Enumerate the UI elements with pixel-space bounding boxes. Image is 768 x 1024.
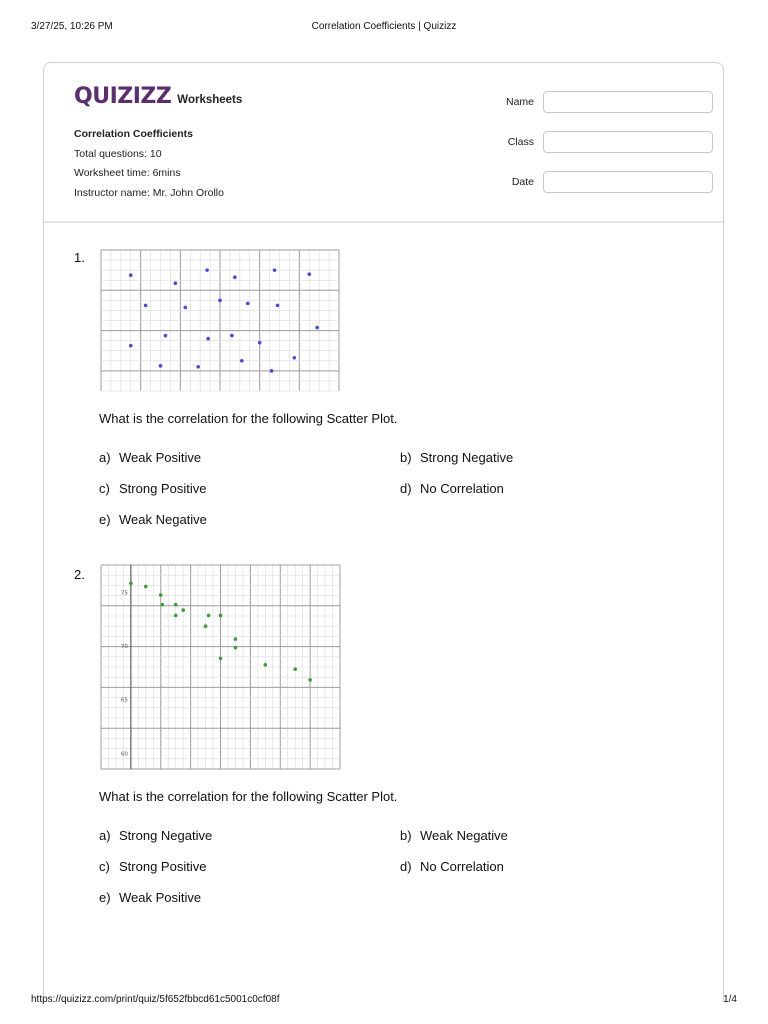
scatter-plot-1-svg xyxy=(99,248,341,393)
print-page-title: Correlation Coefficients | Quizizz xyxy=(311,21,457,32)
date-input[interactable] xyxy=(543,171,713,193)
y-tick-label: 70 xyxy=(120,644,128,651)
y-tick-label: 75 xyxy=(120,590,128,597)
option-d[interactable]: d) No Correlation xyxy=(400,859,504,874)
option-e[interactable]: e) Weak Positive xyxy=(99,890,202,905)
quizizz-logo xyxy=(74,84,242,109)
scatter-plot-1 xyxy=(99,248,341,393)
print-header xyxy=(0,0,768,40)
data-point xyxy=(144,585,148,589)
question-number: 2. xyxy=(74,567,85,582)
date-field xyxy=(464,171,714,195)
data-point xyxy=(174,603,178,607)
data-point xyxy=(293,356,297,360)
data-point xyxy=(230,334,234,338)
worksheet-card xyxy=(43,62,724,1002)
data-point xyxy=(160,603,164,607)
data-point xyxy=(293,667,297,671)
print-footer xyxy=(0,992,768,1012)
option-b[interactable]: b) Strong Negative xyxy=(400,450,514,465)
option-a[interactable]: a) Weak Positive xyxy=(99,450,202,465)
data-point xyxy=(174,614,178,618)
data-point xyxy=(206,337,210,341)
data-point xyxy=(233,275,237,279)
worksheet-header xyxy=(44,63,723,223)
data-point xyxy=(270,369,274,373)
worksheet-meta xyxy=(74,125,224,203)
data-point xyxy=(258,341,262,345)
data-point xyxy=(307,272,311,276)
data-point xyxy=(174,281,178,285)
option-c[interactable]: c) Strong Positive xyxy=(99,481,207,496)
option-e[interactable]: e) Weak Negative xyxy=(99,512,207,527)
data-point xyxy=(315,326,319,330)
data-point xyxy=(276,304,280,308)
data-point xyxy=(219,657,223,661)
print-datetime: 3/27/25, 10:26 PM xyxy=(31,21,113,32)
data-point xyxy=(240,359,244,363)
name-field xyxy=(464,91,714,115)
option-b[interactable]: b) Weak Negative xyxy=(400,828,508,843)
data-point xyxy=(219,614,223,618)
data-point xyxy=(129,344,133,348)
class-label: Class xyxy=(507,136,534,148)
option-a[interactable]: a) Strong Negative xyxy=(99,828,213,843)
data-point xyxy=(234,646,238,650)
date-label: Date xyxy=(511,176,534,188)
data-point xyxy=(129,581,133,585)
scatter-plot-2-svg xyxy=(99,563,342,771)
data-point xyxy=(234,637,238,641)
question-text: What is the correlation for the following Scatter Plot. xyxy=(99,789,398,804)
data-point xyxy=(264,663,268,667)
print-page-number: 1/4 xyxy=(723,994,737,1005)
data-point xyxy=(144,304,148,308)
total-questions: Total questions: 10 xyxy=(74,147,162,160)
worksheet-time: Worksheet time: 6mins xyxy=(74,167,181,179)
print-url: https://quizizz.com/print/quiz/5f652fbbcd61c5001c0cf08f xyxy=(31,994,280,1005)
y-tick-label: 65 xyxy=(120,697,128,704)
data-point xyxy=(159,364,163,368)
question-number: 1. xyxy=(74,250,85,265)
name-label: Name xyxy=(505,96,534,108)
option-c[interactable]: c) Strong Positive xyxy=(99,859,207,874)
name-input[interactable] xyxy=(543,91,713,113)
worksheet-title: Correlation Coefficients xyxy=(74,128,194,140)
data-point xyxy=(183,306,187,310)
logo-wordmark: QUIZIZZ xyxy=(74,84,172,109)
class-field xyxy=(464,131,714,155)
data-point xyxy=(159,593,163,597)
class-input[interactable] xyxy=(543,131,713,153)
data-point xyxy=(129,273,133,277)
question-text: What is the correlation for the following Scatter Plot. xyxy=(99,411,398,426)
data-point xyxy=(218,299,222,303)
data-point xyxy=(196,365,200,369)
data-point xyxy=(205,268,209,272)
data-point xyxy=(308,678,312,682)
data-point xyxy=(207,614,211,618)
data-point xyxy=(204,624,208,628)
instructor-name: Instructor name: Mr. John Orollo xyxy=(74,186,224,199)
option-d[interactable]: d) No Correlation xyxy=(400,481,504,496)
data-point xyxy=(273,268,277,272)
data-point xyxy=(164,334,168,338)
logo-subtitle: Worksheets xyxy=(177,94,243,106)
scatter-plot-2 xyxy=(99,563,342,771)
y-tick-label: 60 xyxy=(120,751,128,758)
data-point xyxy=(246,302,250,306)
data-point xyxy=(181,608,185,612)
